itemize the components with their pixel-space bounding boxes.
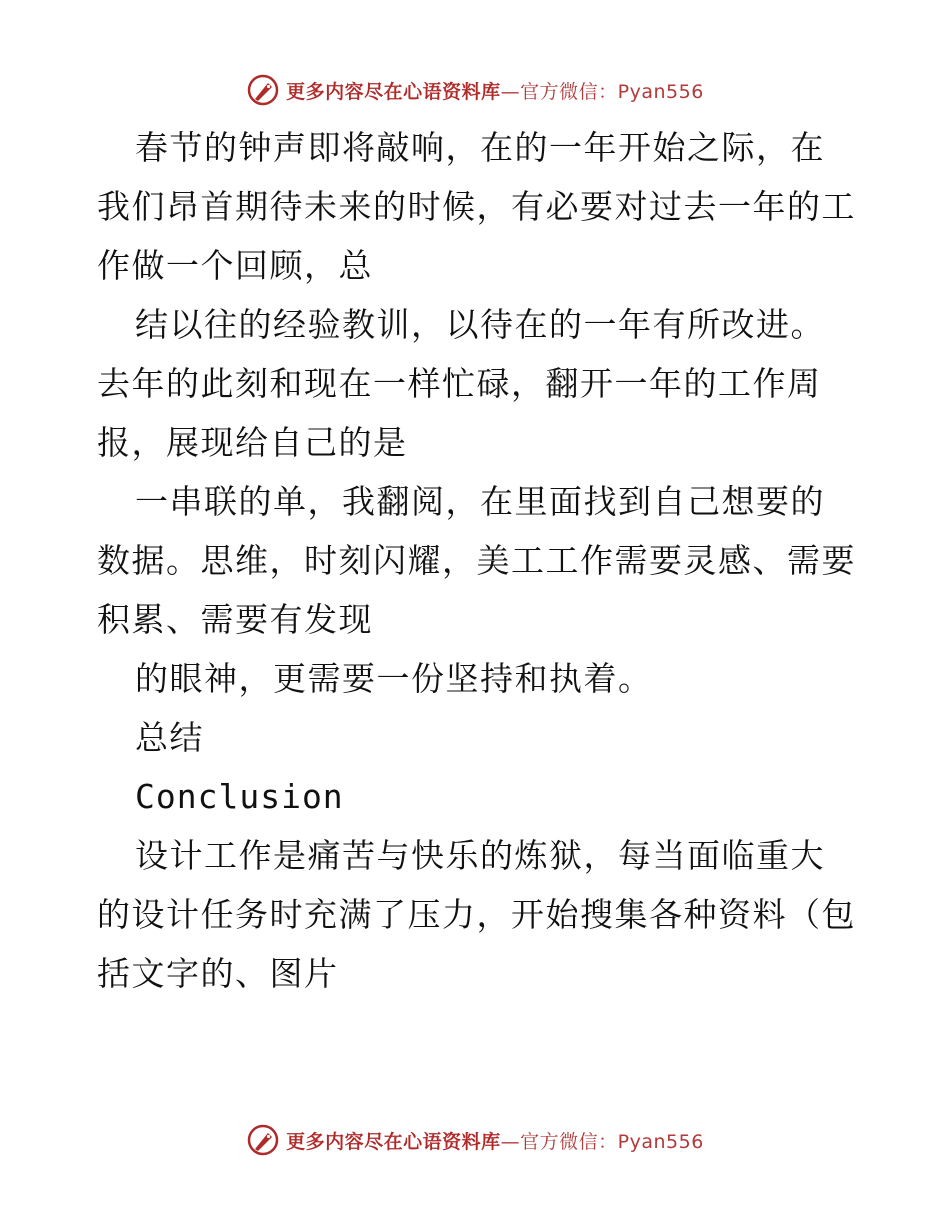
pen-nib-logo-icon [246, 73, 280, 107]
footer-banner-text [286, 1127, 704, 1154]
footer-banner-tail: 官方微信：Pyan556 [520, 1130, 704, 1153]
header-banner-main: 更多内容尽在心语资料库 [286, 80, 501, 103]
paragraph-3: 一串联的单，我翻阅，在里面找到自己想要的数据。思维，时刻闪耀，美工工作需要灵感、需要积累、需要有发现 [97, 482, 856, 639]
document-body [97, 118, 857, 1003]
header-banner [0, 72, 950, 108]
footer-banner-main: 更多内容尽在心语资料库 [286, 1130, 501, 1153]
paragraph-2: 结以往的经验教训，以待在的一年有所改进。去年的此刻和现在一样忙碌，翻开一年的工作周报，展现给自己的是 [97, 305, 825, 462]
header-banner-text [286, 77, 704, 104]
section-heading-conclusion: Conclusion [135, 777, 344, 816]
paragraph-5: 设计工作是痛苦与快乐的炼狱，每当面临重大的设计任务时充满了压力，开始搜集各种资料（包括文字的、图片 [97, 836, 856, 993]
footer-banner-separator: — [500, 1130, 521, 1153]
header-banner-separator: — [500, 80, 521, 103]
pen-nib-logo-icon [246, 1123, 280, 1157]
header-banner-tail: 官方微信：Pyan556 [520, 80, 704, 103]
footer-banner [0, 1122, 950, 1158]
paragraph-1: 春节的钟声即将敲响，在的一年开始之际，在我们昂首期待未来的时候，有必要对过去一年的工作做一个回顾，总 [97, 128, 856, 285]
paragraph-4: 的眼神，更需要一份坚持和执着。 [135, 659, 653, 698]
section-heading-summary: 总结 [135, 718, 204, 757]
